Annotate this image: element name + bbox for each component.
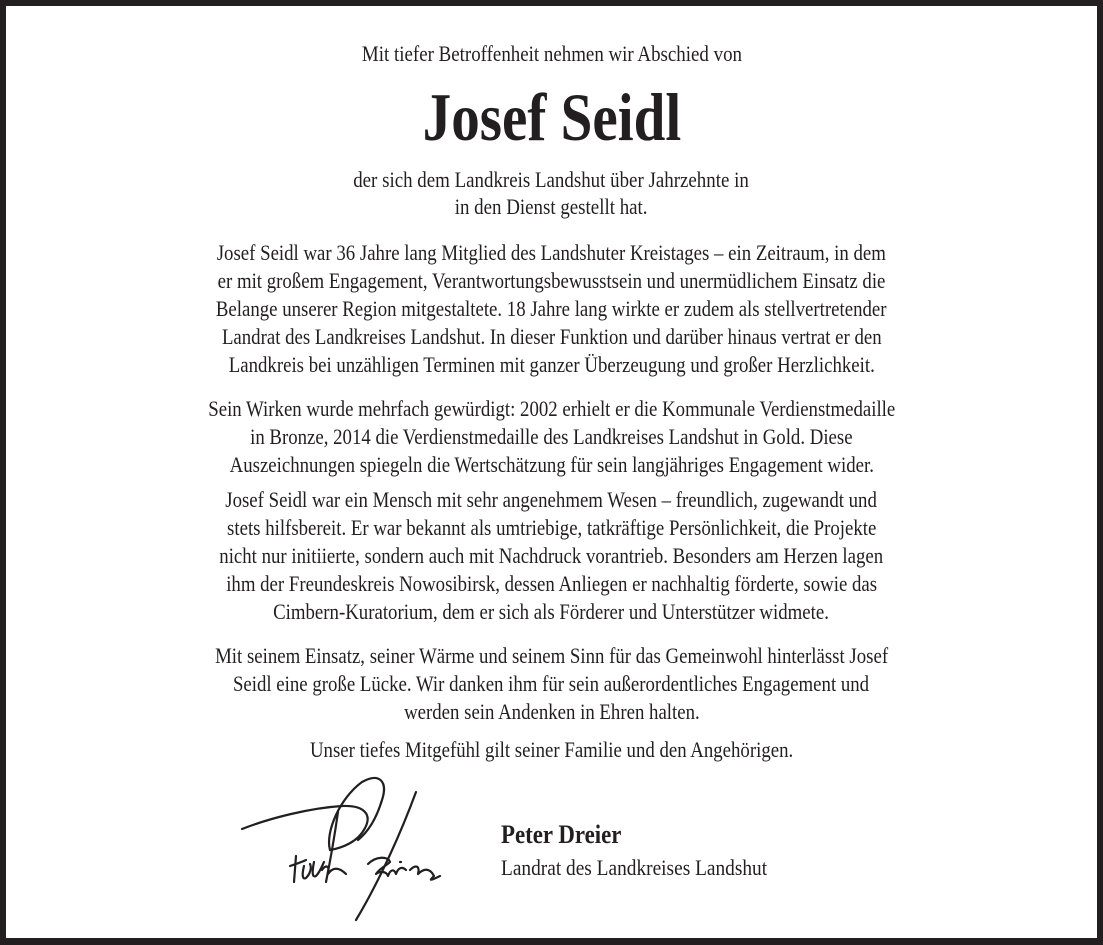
paragraph-4-line-3: werden sein Andenken in Ehren halten. xyxy=(403,699,700,724)
paragraph-1-line-3: Belange unserer Region mitgestaltete. 18 Jahre lang wirkte er zudem als stellvertretender xyxy=(216,296,887,321)
paragraph-2-line-1: Sein Wirken wurde mehrfach gewürdigt: 2002 erhielt er die Kommunale Verdienstmedaille xyxy=(207,396,895,421)
handwritten-signature-icon xyxy=(230,770,450,930)
paragraph-3-line-2: stets hilfsbereit. Er war bekannt als umtriebige, tatkräftige Persönlichkeit, die Projekte xyxy=(226,515,877,540)
paragraph-1-line-5: Landkreis bei unzähligen Terminen mit ganzer Überzeugung und großer Herzlichkeit. xyxy=(228,352,875,377)
signatory-name: Peter Dreier xyxy=(501,820,622,849)
subtitle-line-2: in den Dienst gestellt hat. xyxy=(455,194,648,219)
condolence-line: Unser tiefes Mitgefühl gilt seiner Familie und den Angehörigen. xyxy=(309,737,794,762)
paragraph-4-line-1: Mit seinem Einsatz, seiner Wärme und seinem Sinn für das Gemeinwohl hinterlässt Josef xyxy=(214,643,889,668)
paragraph-1-line-4: Landrat des Landkreises Landshut. In dieser Funktion und darüber hinaus vertrat er den xyxy=(221,324,882,349)
paragraph-1-line-2: er mit großem Engagement, Verantwortungsbewusstsein und unermüdlichem Einsatz die xyxy=(217,268,886,293)
deceased-name: Josef Seidl xyxy=(422,79,681,155)
paragraph-1-line-1: Josef Seidl war 36 Jahre lang Mitglied des Landshuter Kreistages – ein Zeitraum, in dem xyxy=(216,240,887,265)
paragraph-3-line-5: Cimbern-Kuratorium, dem er sich als Förderer und Unterstützer widmete. xyxy=(273,599,830,624)
paragraph-2-line-2: in Bronze, 2014 die Verdienstmedaille des Landkreises Landshut in Gold. Diese xyxy=(250,424,853,449)
paragraph-2-line-3: Auszeichnungen spiegeln die Wertschätzung für sein langjähriges Engagement wider. xyxy=(229,452,874,477)
intro-line: Mit tiefer Betroffenheit nehmen wir Abschied von xyxy=(361,41,742,66)
paragraph-3-line-4: ihm der Freundeskreis Nowosibirsk, dessen Anliegen er nachhaltig förderte, sowie das xyxy=(226,571,877,596)
paragraph-4-line-2: Seidl eine große Lücke. Wir danken ihm für sein außerordentliches Engagement und xyxy=(233,671,870,696)
paragraph-3-line-1: Josef Seidl war ein Mensch mit sehr angenehmem Wesen – freundlich, zugewandt und xyxy=(225,487,878,512)
signatory-role: Landrat des Landkreises Landshut xyxy=(501,855,768,880)
paragraph-3-line-3: nicht nur initiierte, sondern auch mit Nachdruck vorantrieb. Besonders am Herzen lagen xyxy=(219,543,884,568)
subtitle-line-1: der sich dem Landkreis Landshut über Jahrzehnte in xyxy=(353,167,750,192)
